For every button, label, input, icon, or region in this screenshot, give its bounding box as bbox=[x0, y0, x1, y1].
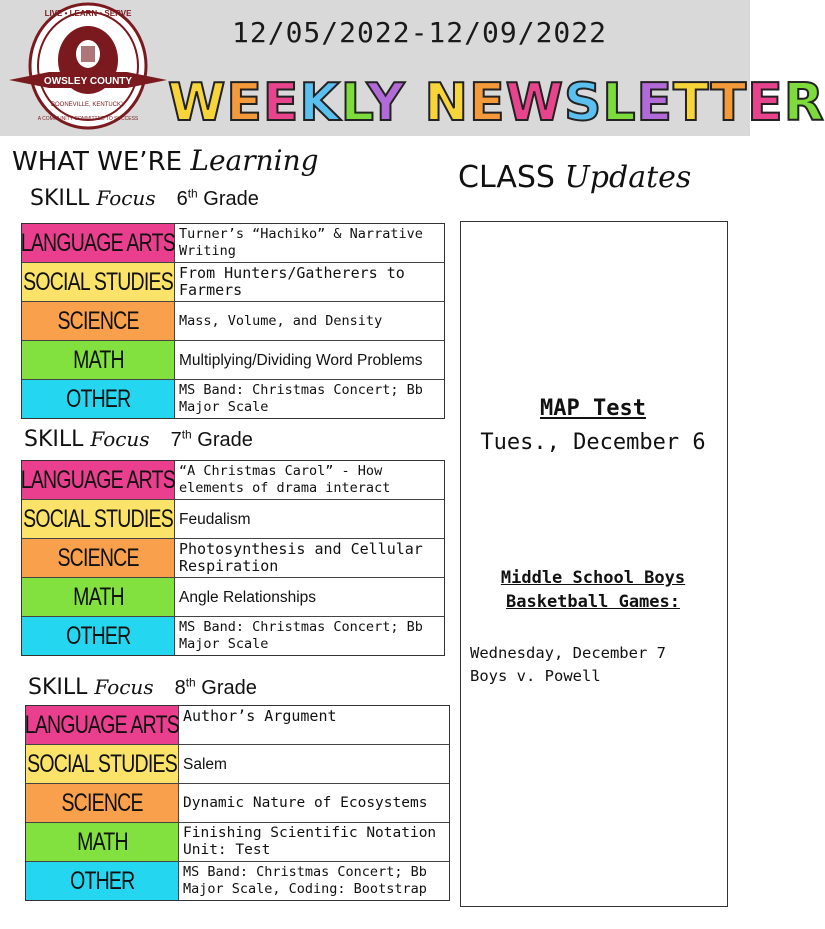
title-letter: S bbox=[563, 73, 603, 133]
skill-word: SKILL bbox=[30, 186, 90, 211]
date-range: 12/05/2022-12/09/2022 bbox=[232, 16, 608, 49]
subject-science: SCIENCE bbox=[22, 302, 175, 340]
learning-heading-part1: WHAT WE’RE bbox=[12, 147, 183, 177]
subject-science: SCIENCE bbox=[22, 539, 175, 577]
logo-top-text: LIVE • LEARN • SERVE bbox=[44, 9, 132, 18]
logo-motto-text: A COMMUNITY COMMITTED TO SUCCESS bbox=[37, 116, 139, 122]
subject-other: OTHER bbox=[22, 380, 175, 418]
table-row bbox=[22, 577, 444, 616]
skill-word: SKILL bbox=[28, 675, 88, 700]
skill-focus-6th bbox=[30, 186, 259, 211]
topic-language-arts: Turner’s “Hachiko” & Narrative Writing bbox=[179, 226, 423, 259]
subject-social-studies: SOCIAL STUDIES bbox=[22, 500, 175, 538]
title-letter: R bbox=[783, 73, 825, 133]
skill-focus-7th bbox=[24, 427, 253, 452]
focus-word: Focus bbox=[96, 186, 156, 210]
title-letter: E bbox=[262, 73, 300, 133]
subject-language-arts: LANGUAGE ARTS bbox=[22, 461, 175, 499]
newsletter-title bbox=[168, 72, 825, 134]
table-row bbox=[22, 499, 444, 538]
focus-word: Focus bbox=[94, 675, 154, 699]
title-letter: K bbox=[299, 73, 341, 133]
subject-math: MATH bbox=[22, 578, 175, 616]
subject-math: MATH bbox=[26, 823, 179, 861]
grade-6-table bbox=[21, 223, 445, 419]
table-row bbox=[22, 340, 444, 379]
updates-heading bbox=[458, 160, 691, 195]
updates-heading-part2: Updates bbox=[564, 160, 692, 195]
logo-banner-text: OWSLEY COUNTY bbox=[43, 76, 133, 87]
basketball-opponent: Boys v. Powell bbox=[470, 667, 601, 685]
title-letter: E bbox=[636, 73, 674, 133]
title-letter bbox=[405, 73, 424, 133]
title-letter: E bbox=[469, 73, 506, 133]
skill-focus-8th bbox=[28, 675, 257, 700]
title-letter: E bbox=[226, 73, 263, 133]
topic-science: Dynamic Nature of Ecosystems bbox=[183, 794, 428, 811]
table-row bbox=[22, 538, 444, 577]
table-row bbox=[22, 224, 444, 262]
basketball-title-line2: Basketball Games: bbox=[506, 592, 680, 612]
map-test-date: Tues., December 6 bbox=[480, 430, 706, 455]
subject-social-studies: SOCIAL STUDIES bbox=[26, 745, 179, 783]
school-logo bbox=[9, 2, 167, 130]
title-letter: Y bbox=[366, 73, 406, 133]
grade-label-8th: 8th Grade bbox=[174, 675, 257, 699]
subject-language-arts: LANGUAGE ARTS bbox=[26, 706, 179, 744]
learning-heading bbox=[12, 144, 319, 177]
topic-math: Finishing Scientific Notation Unit: Test bbox=[183, 825, 437, 858]
topic-science: Photosynthesis and Cellular Respiration bbox=[179, 540, 423, 575]
subject-other: OTHER bbox=[26, 862, 179, 900]
map-test-title: MAP Test bbox=[540, 396, 646, 421]
topic-language-arts: Author’s Argument bbox=[183, 707, 337, 725]
topic-other: MS Band: Christmas Concert; Bb Major Scale bbox=[179, 619, 423, 652]
basketball-date: Wednesday, December 7 bbox=[470, 644, 666, 662]
title-letter: L bbox=[340, 73, 367, 133]
grade-8-table bbox=[25, 705, 450, 901]
title-letter: E bbox=[747, 73, 784, 133]
logo-bottom-text: BOONEVILLE, KENTUCKY bbox=[50, 102, 126, 108]
subject-language-arts: LANGUAGE ARTS bbox=[22, 224, 175, 262]
table-row bbox=[22, 301, 444, 340]
subject-other: OTHER bbox=[22, 617, 175, 655]
subject-science: SCIENCE bbox=[26, 784, 179, 822]
topic-other: MS Band: Christmas Concert; Bb Major Scale, Coding: Bootstrap bbox=[183, 864, 427, 897]
basketball-details bbox=[470, 642, 720, 688]
learning-heading-part2: Learning bbox=[190, 144, 319, 177]
title-letter: T bbox=[673, 73, 711, 133]
topic-language-arts: “A Christmas Carol” - How elements of drama interact bbox=[179, 463, 391, 496]
subject-math: MATH bbox=[22, 341, 175, 379]
table-row bbox=[22, 379, 444, 418]
topic-social-studies: From Hunters/Gatherers to Farmers bbox=[179, 264, 405, 299]
focus-word: Focus bbox=[90, 427, 150, 451]
topic-math: Angle Relationships bbox=[179, 588, 317, 606]
table-row bbox=[22, 616, 444, 655]
skill-word: SKILL bbox=[24, 427, 84, 452]
table-row bbox=[26, 861, 449, 900]
title-letter: W bbox=[168, 73, 227, 133]
header-banner bbox=[0, 0, 825, 136]
table-row bbox=[22, 262, 444, 301]
table-row bbox=[26, 706, 449, 744]
topic-math: Multiplying/Dividing Word Problems bbox=[179, 351, 423, 369]
table-row bbox=[26, 744, 449, 783]
title-letter: W bbox=[505, 73, 564, 133]
updates-heading-part1: CLASS bbox=[458, 160, 555, 195]
table-row bbox=[26, 822, 449, 861]
updates-box bbox=[460, 221, 728, 907]
grade-label-7th: 7th Grade bbox=[170, 427, 253, 451]
grade-label-6th: 6th Grade bbox=[176, 186, 259, 210]
table-row bbox=[22, 461, 444, 499]
title-letter: L bbox=[602, 73, 637, 133]
grade-7-table bbox=[21, 460, 445, 656]
topic-social-studies: Feudalism bbox=[179, 510, 251, 528]
basketball-title-line1: Middle School Boys bbox=[500, 568, 686, 588]
title-letter: T bbox=[710, 73, 748, 133]
title-letter: N bbox=[424, 73, 470, 133]
topic-other: MS Band: Christmas Concert; Bb Major Scale bbox=[179, 382, 423, 415]
topic-social-studies: Salem bbox=[183, 755, 227, 773]
basketball-title bbox=[460, 566, 726, 614]
subject-social-studies: SOCIAL STUDIES bbox=[22, 263, 175, 301]
topic-science: Mass, Volume, and Density bbox=[179, 312, 383, 329]
table-row bbox=[26, 783, 449, 822]
